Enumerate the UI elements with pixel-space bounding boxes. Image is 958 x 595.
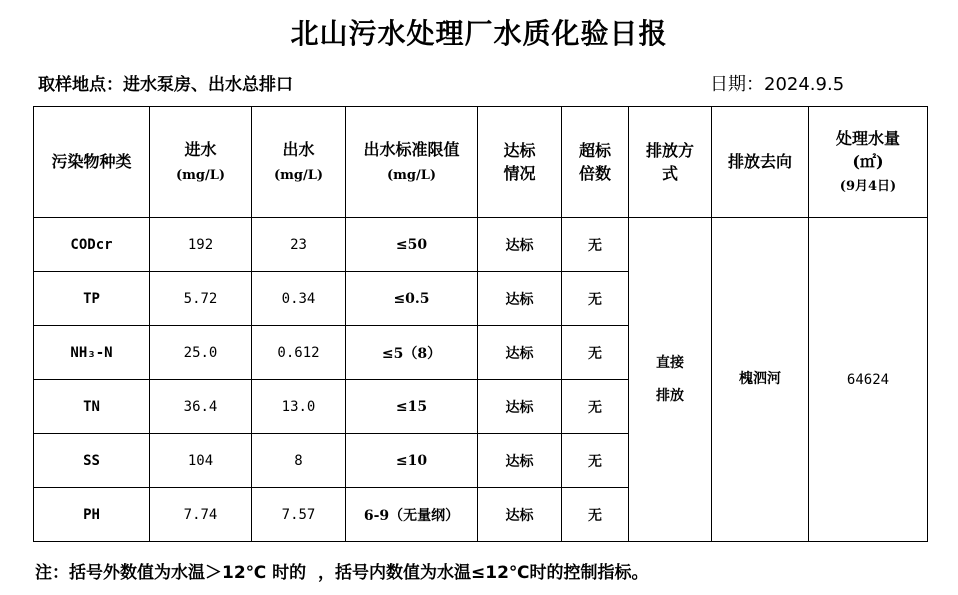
limit-cell: ≤50 [346,218,478,272]
method-cell: 直接 排放 [629,218,712,542]
status-cell: 达标 [478,272,562,326]
volume-cell: 64624 [809,218,928,542]
unit-label: (mg/L) [273,167,324,183]
water-quality-table [33,106,928,542]
effluent-cell: 23 [252,218,346,272]
header-pollutant: 污染物种类 [34,107,150,218]
status-cell: 达标 [478,380,562,434]
status-cell: 达标 [478,434,562,488]
pollutant-cell: NH₃-N [34,326,150,380]
limit-cell: 6-9（无量纲） [346,488,478,542]
exceed-cell: 无 [562,434,629,488]
header-effluent: 出水 (mg/L) [252,107,346,218]
status-cell: 达标 [478,326,562,380]
unit-label: (mg/L) [175,167,226,183]
pollutant-cell: PH [34,488,150,542]
limit-cell: ≤5（8） [346,326,478,380]
exceed-cell: 无 [562,218,629,272]
header-influent: 进水 (mg/L) [150,107,252,218]
status-cell: 达标 [478,218,562,272]
report-title: 北山污水处理厂水质化验日报 [290,17,668,50]
effluent-cell: 0.612 [252,326,346,380]
effluent-cell: 8 [252,434,346,488]
pollutant-cell: TP [34,272,150,326]
header-exceed: 超标 倍数 [562,107,629,218]
effluent-cell: 0.34 [252,272,346,326]
table-row [34,218,928,272]
influent-cell: 5.72 [150,272,252,326]
sampling-location: 取样地点：进水泵房、出水总排口 [38,75,293,95]
status-cell: 达标 [478,488,562,542]
destination-cell: 槐泗河 [712,218,809,542]
footnote: 注：括号外数值为水温＞12℃ 时的 ，括号内数值为水温≤12℃时的控制指标。 [35,563,649,583]
effluent-cell: 7.57 [252,488,346,542]
influent-cell: 104 [150,434,252,488]
header-volume: 处理水量 (㎡) (9月4日) [809,107,928,218]
header-status: 达标 情况 [478,107,562,218]
limit-cell: ≤10 [346,434,478,488]
header-destination: 排放去向 [712,107,809,218]
exceed-cell: 无 [562,488,629,542]
limit-cell: ≤0.5 [346,272,478,326]
unit-label: (mg/L) [386,167,437,183]
header-method: 排放方 式 [629,107,712,218]
pollutant-cell: TN [34,380,150,434]
influent-cell: 192 [150,218,252,272]
influent-cell: 25.0 [150,326,252,380]
influent-cell: 36.4 [150,380,252,434]
influent-cell: 7.74 [150,488,252,542]
limit-cell: ≤15 [346,380,478,434]
exceed-cell: 无 [562,380,629,434]
pollutant-cell: SS [34,434,150,488]
exceed-cell: 无 [562,272,629,326]
header-limit: 出水标准限值 (mg/L) [346,107,478,218]
exceed-cell: 无 [562,326,629,380]
header-row [34,107,928,218]
pollutant-cell: CODcr [34,218,150,272]
report-date: 日期：2024.9.5 [710,74,845,95]
effluent-cell: 13.0 [252,380,346,434]
